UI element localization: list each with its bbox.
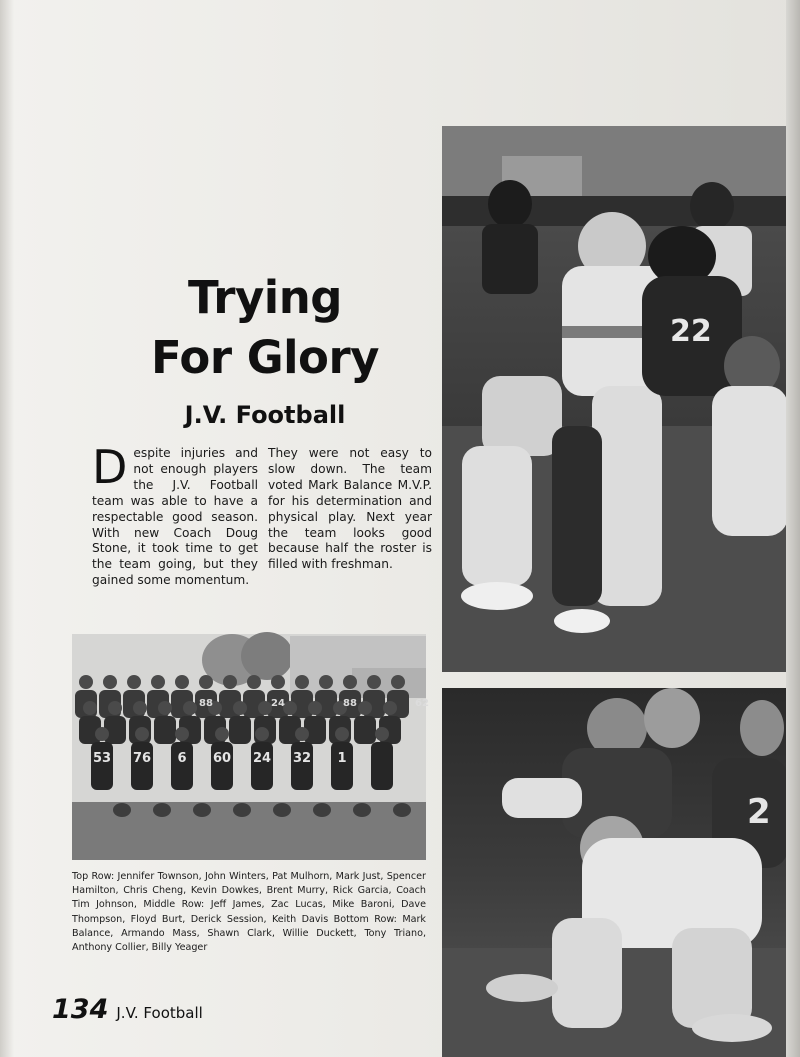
team-jersey-number: 24	[271, 698, 285, 709]
team-player-head	[255, 727, 269, 741]
team-jersey-number: 1	[337, 751, 347, 766]
team-player-head	[183, 701, 197, 715]
team-player-head	[133, 701, 147, 715]
helmet-on-ground	[273, 803, 291, 817]
article-headline	[110, 268, 420, 388]
team-group-photo	[72, 634, 429, 860]
team-player-body	[291, 742, 313, 790]
team-player-head	[151, 675, 165, 689]
team-player-head	[79, 675, 93, 689]
team-jersey-number: 76	[132, 751, 152, 766]
football-action-photo-bottom	[442, 688, 788, 1057]
body-text-left: espite injuries and not enough players the J.V. Football team was able to have a respectable good season. With new Coach Doug Stone, it took time to get the team going, but they gained some momentum.	[92, 446, 258, 588]
headline-line-1: Trying	[188, 271, 342, 324]
page-folio	[52, 994, 203, 1030]
team-player-head	[158, 701, 172, 715]
team-player-head	[95, 727, 109, 741]
team-player-body	[91, 742, 113, 790]
team-player-head	[271, 675, 285, 689]
headline-line-2: For Glory	[151, 331, 379, 384]
team-jersey-number: 32	[292, 751, 312, 766]
team-player-head	[343, 675, 357, 689]
team-player-head	[175, 727, 189, 741]
team-player-body	[211, 742, 233, 790]
team-player-body	[331, 742, 353, 790]
page-binding-shadow	[0, 0, 14, 1057]
team-player-head	[199, 675, 213, 689]
facing-page-edge	[786, 0, 800, 1057]
helmet-on-ground	[193, 803, 211, 817]
team-player-body	[371, 742, 393, 790]
team-player-head	[258, 701, 272, 715]
team-player-head	[295, 675, 309, 689]
article-body-left-column	[92, 440, 258, 589]
top-photo-jersey-number: 22	[670, 314, 712, 349]
helmet-on-ground	[353, 803, 371, 817]
football-action-photo-top	[442, 126, 788, 672]
team-player-head	[215, 727, 229, 741]
team-jersey-number: 62	[415, 698, 429, 709]
team-player-body	[229, 716, 251, 744]
team-player-head	[127, 675, 141, 689]
team-jersey-number: 53	[92, 751, 112, 766]
article-subhead: J.V. Football	[184, 401, 346, 429]
team-player-head	[283, 701, 297, 715]
team-player-head	[308, 701, 322, 715]
team-player-head	[319, 675, 333, 689]
team-player-head	[103, 675, 117, 689]
team-player-head	[233, 701, 247, 715]
team-player-body	[354, 716, 376, 744]
drop-cap: D	[92, 440, 128, 494]
team-player-head	[367, 675, 381, 689]
team-player-head	[335, 727, 349, 741]
team-player-head	[383, 701, 397, 715]
team-player-body	[171, 742, 193, 790]
team-jersey-number: 24	[252, 751, 272, 766]
team-player-head	[83, 701, 97, 715]
helmet-on-ground	[233, 803, 251, 817]
page-number: 134	[52, 994, 109, 1025]
bottom-photo-jersey-number: 2	[747, 792, 771, 832]
team-player-head	[108, 701, 122, 715]
helmet-on-ground	[153, 803, 171, 817]
helmet-on-ground	[113, 803, 131, 817]
helmet-on-ground	[393, 803, 411, 817]
team-player-body	[251, 742, 273, 790]
article-body-right-column: They were not easy to slow down. The team voted Mark Balance M.V.P. for his determination and physical play. Next year the team looks good because half the roster is filled with freshman.	[268, 446, 432, 572]
team-player-head	[135, 727, 149, 741]
team-player-body	[131, 742, 153, 790]
team-jersey-number: 60	[212, 751, 232, 766]
team-player-head	[295, 727, 309, 741]
folio-section-label: J.V. Football	[116, 1004, 203, 1022]
team-jersey-number: 88	[343, 698, 357, 709]
team-jersey-number: 88	[199, 698, 213, 709]
team-player-head	[391, 675, 405, 689]
team-player-head	[375, 727, 389, 741]
team-player-head	[247, 675, 261, 689]
team-photo-caption: Top Row: Jennifer Townson, John Winters, Pat Mulhorn, Mark Just, Spencer Hamilton, Chris Cheng, Kevin Dowkes, Brent Murry, Rick Garcia, Coach Tim Johnson, Middle Row: Jeff James, Zac Lucas, Mike Baroni, Dave Thompson, Floyd Burt, Derick Session, Keith Davis Bottom Row: Mark Balance, Armando Mass, Shawn Clark, Willie Duckett, Tony Triano, Anthony Collier, Billy Yeager	[72, 871, 426, 954]
team-player-head	[358, 701, 372, 715]
team-player-body	[154, 716, 176, 744]
team-player-head	[223, 675, 237, 689]
helmet-on-ground	[313, 803, 331, 817]
team-jersey-number: 6	[177, 751, 187, 766]
team-player-head	[175, 675, 189, 689]
